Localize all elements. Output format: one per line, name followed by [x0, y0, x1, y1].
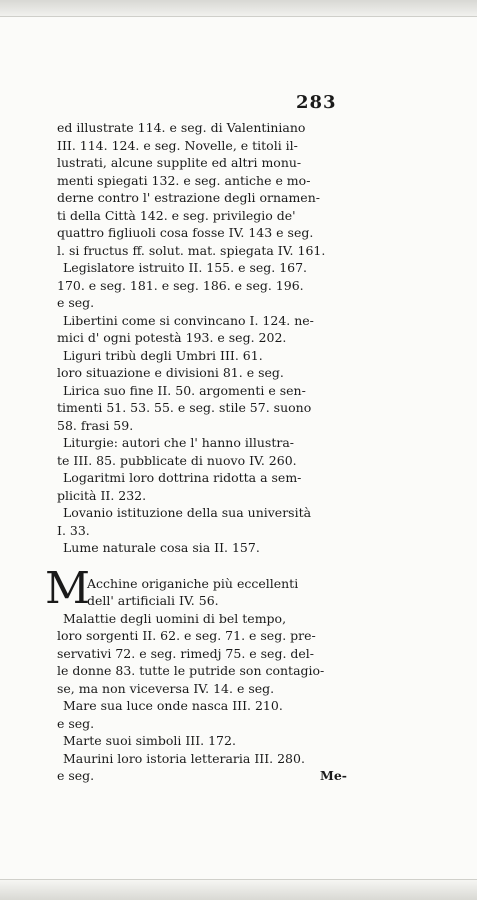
index-line: III. 114. 124. e seg. Novelle, e titoli il-: [57, 137, 298, 153]
index-line: te III. 85. pubblicate di nuovo IV. 260.: [57, 452, 297, 468]
index-line: lustrati, alcune supplite ed altri monu-: [57, 155, 302, 170]
index-line: e seg.: [57, 295, 95, 310]
index-entry-lovanio: Lovanio istituzione della sua università: [63, 505, 312, 520]
index-line: ed illustrate 114. e seg. di Valentiniano: [57, 120, 306, 135]
index-entry-libertini: Libertini come si convincano I. 124. ne-: [63, 312, 314, 328]
index-line: loro situazione e divisioni 81. e seg.: [57, 365, 284, 380]
index-entry-maurini: Maurini loro istoria letteraria III. 280.: [63, 750, 305, 766]
index-entry-lume: Lume naturale cosa sia II. 157.: [63, 540, 260, 555]
catchword: Me-: [320, 768, 347, 783]
index-line: menti spiegati 132. e seg. antiche e mo-: [57, 172, 311, 188]
index-entry-legislatore: Legislatore istruito II. 155. e seg. 167.: [63, 260, 308, 275]
page-bottom-edge: [0, 879, 477, 900]
index-entry-liguri: Liguri tribù degli Umbri III. 61.: [63, 347, 263, 363]
index-line: loro sorgenti II. 62. e seg. 71. e seg. pre-: [57, 628, 316, 643]
section-m-first-line: Acchine origaniche più eccellenti: [87, 575, 299, 591]
index-line: derne contro l' estrazione degli ornamen-: [57, 190, 320, 205]
index-line: 170. e seg. 181. e seg. 186. e seg. 196.: [57, 277, 304, 293]
section-gap: [57, 557, 347, 566]
last-line-text: e seg.: [57, 768, 95, 783]
index-entry-malattie: Malattie degli uomini di bel tempo,: [63, 610, 287, 626]
index-line: e seg.: [57, 715, 95, 731]
page-top-edge: [0, 0, 477, 17]
index-line: 58. frasi 59.: [57, 417, 134, 433]
index-line: l. si fructus ff. solut. mat. spiegata IV. 161.: [57, 242, 326, 258]
last-line: [57, 767, 347, 785]
index-line: plicità II. 232.: [57, 487, 147, 503]
index-line: mici d' ogni potestà 193. e seg. 202.: [57, 330, 287, 345]
index-line: ti della Città 142. e seg. privilegio de': [57, 207, 296, 223]
index-line: servativi 72. e seg. rimedj 75. e seg. del-: [57, 645, 315, 661]
index-entry-logaritmi: Logaritmi loro dottrina ridotta a sem-: [63, 470, 302, 485]
index-entry-marte: Marte suoi simboli III. 172.: [63, 733, 236, 748]
drop-cap-letter: M: [45, 562, 91, 614]
index-entry-liturgie: Liturgie: autori che l' hanno illustra-: [63, 435, 294, 450]
index-line: timenti 51. 53. 55. e seg. stile 57. suono: [57, 400, 312, 415]
index-line: quattro figliuoli cosa fosse IV. 143 e seg.: [57, 225, 314, 240]
page-number: 283: [296, 92, 337, 113]
index-entry-mare: Mare sua luce onde nasca III. 210.: [63, 698, 283, 713]
index-line: le donne 83. tutte le putride son contagio-: [57, 663, 325, 678]
index-line: se, ma non viceversa IV. 14. e seg.: [57, 680, 275, 696]
section-gap: [57, 566, 347, 575]
index-line: dell' artificiali IV. 56.: [87, 593, 219, 608]
index-entry-lirica: Lirica suo fine II. 50. argomenti e sen-: [63, 382, 306, 398]
index-line: I. 33.: [57, 522, 90, 538]
index-text: [45, 119, 347, 785]
